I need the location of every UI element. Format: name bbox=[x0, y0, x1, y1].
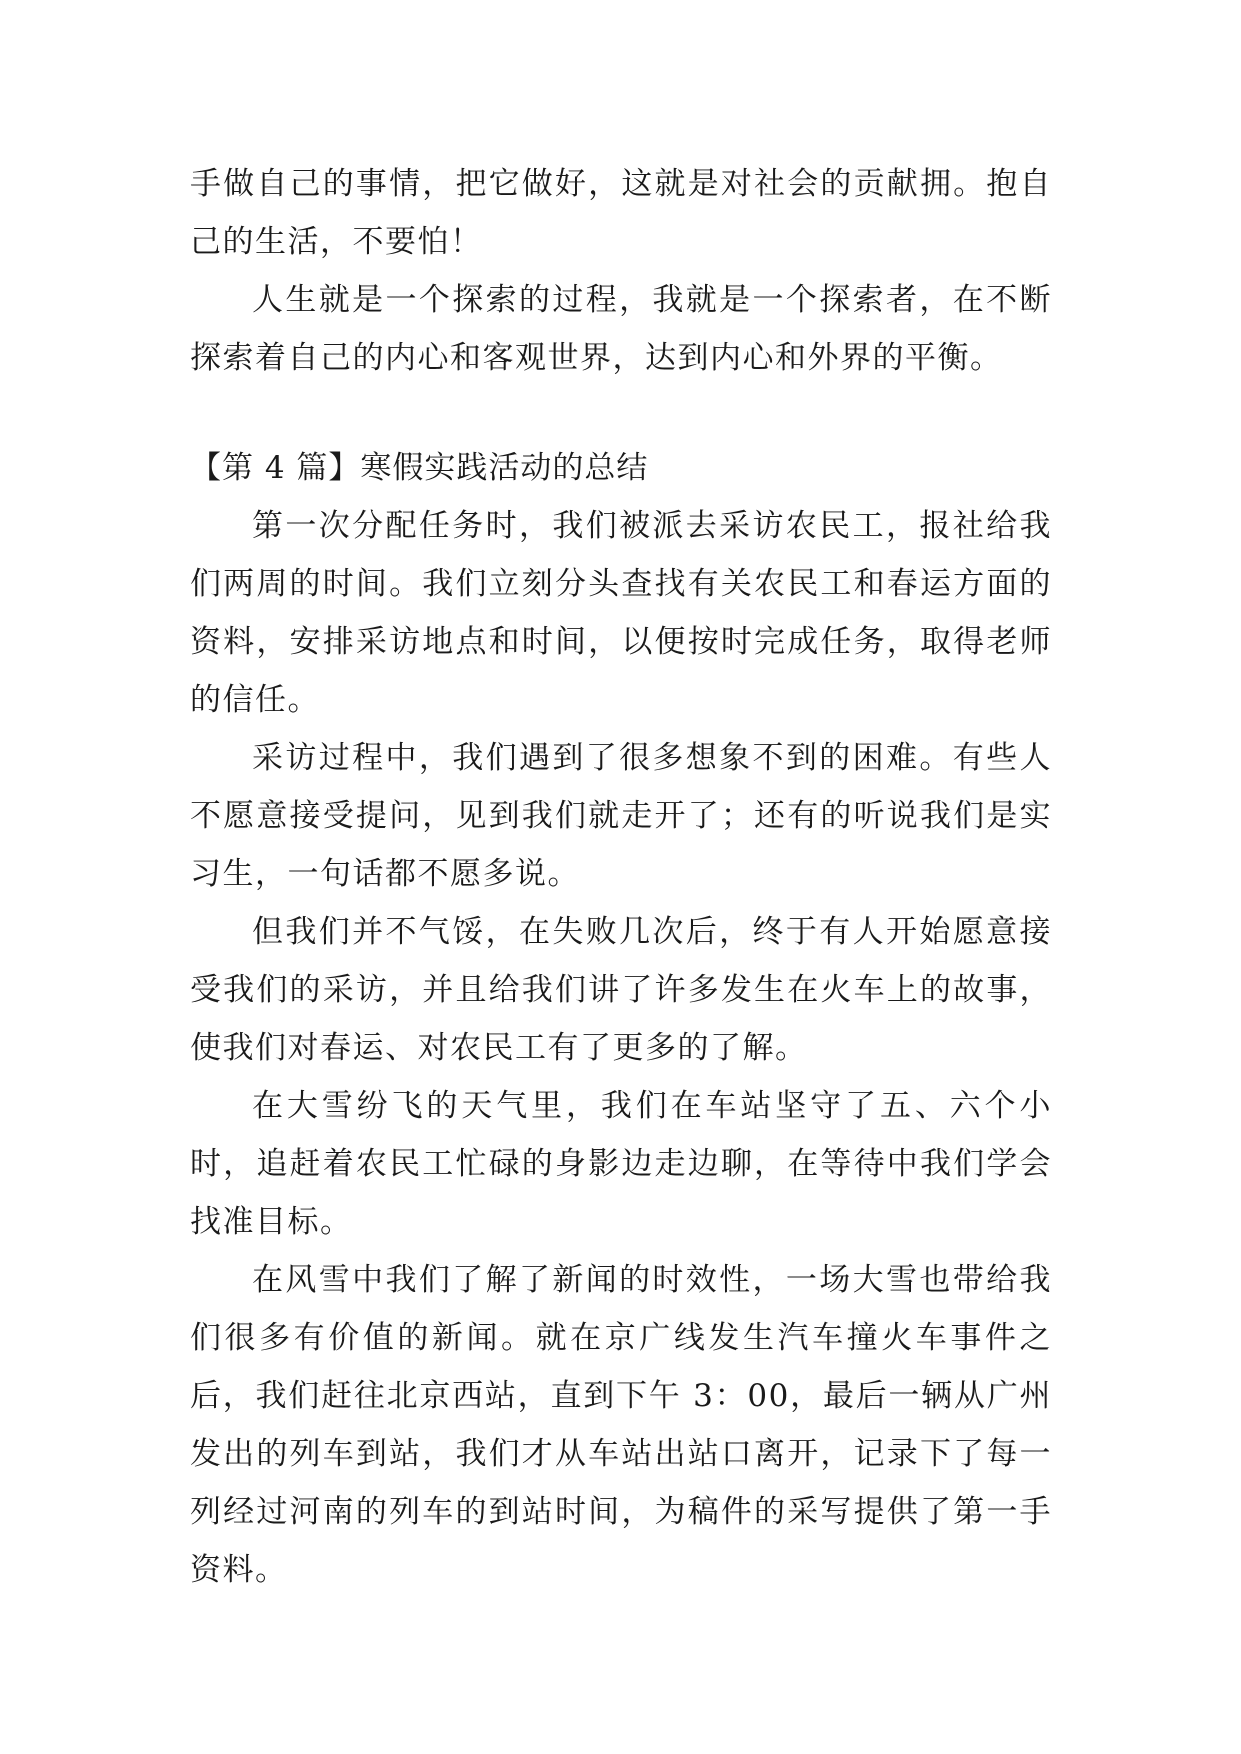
article-paragraph-5: 在风雪中我们了解了新闻的时效性，一场大雪也带给我们很多有价值的新闻。就在京广线发生汽车撞火车事件之后，我们赶往北京西站，直到下午 3：00，最后一辆从广州发出的列车到站，我们才从车站出站口离开，记录下了每一列经过河南的列车的到站时间，为稿件的采写提供了第一手资料。 bbox=[190, 1262, 1052, 1588]
article-paragraph-4: 在大雪纷飞的天气里，我们在车站坚守了五、六个小时，追赶着农民工忙碌的身影边走边聊，在等待中我们学会找准目标。 bbox=[190, 1088, 1052, 1240]
article-paragraph-3: 但我们并不气馁，在失败几次后，终于有人开始愿意接受我们的采访，并且给我们讲了许多发生在火车上的故事，使我们对春运、对农民工有了更多的了解。 bbox=[190, 914, 1052, 1066]
document-body bbox=[190, 155, 1052, 1599]
article-title: 【第 4 篇】寒假实践活动的总结 bbox=[190, 450, 649, 486]
article-paragraph-1: 第一次分配任务时，我们被派去采访农民工，报社给我们两周的时间。我们立刻分头查找有关农民工和春运方面的资料，安排采访地点和时间，以便按时完成任务，取得老师的信任。 bbox=[190, 508, 1052, 718]
article-paragraph-2: 采访过程中，我们遇到了很多想象不到的困难。有些人不愿意接受提问，见到我们就走开了；还有的听说我们是实习生，一句话都不愿多说。 bbox=[190, 740, 1052, 892]
continuation-paragraph-1: 手做自己的事情，把它做好，这就是对社会的贡献拥。抱自己的生活，不要怕！ bbox=[190, 166, 1052, 260]
continuation-paragraph-2: 人生就是一个探索的过程，我就是一个探索者，在不断探索着自己的内心和客观世界，达到内心和外界的平衡。 bbox=[190, 282, 1052, 376]
